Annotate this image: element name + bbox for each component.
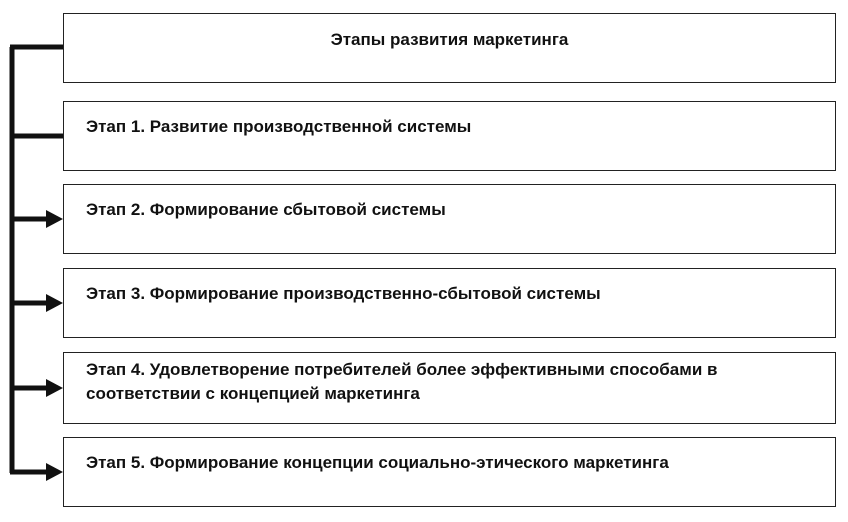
stage-3-label: Этап 3. Формирование производственно-сбытовой системы (86, 284, 601, 303)
stage-2-box (63, 184, 836, 254)
stage-5-arrow (10, 463, 63, 481)
stage-2-arrow (10, 210, 63, 228)
stage-1-label: Этап 1. Развитие производственной системы (86, 117, 472, 136)
stage-5-label: Этап 5. Формирование концепции социально-этического маркетинга (86, 453, 669, 472)
stage-4-arrow (10, 379, 63, 397)
stage-1-box (63, 101, 836, 171)
stage-3-box (63, 268, 836, 338)
stage-4-label: Этап 4. Удовлетворение потребителей более эффективными способами в соответствии с концепцией маркетинга (86, 360, 718, 403)
stage-4-box (63, 352, 836, 424)
diagram-title-box (63, 13, 836, 83)
diagram-title: Этапы развития маркетинга (330, 30, 569, 49)
stage-2-label: Этап 2. Формирование сбытовой системы (86, 200, 446, 219)
stage-5-box (63, 437, 836, 507)
stage-3-arrow (10, 294, 63, 312)
